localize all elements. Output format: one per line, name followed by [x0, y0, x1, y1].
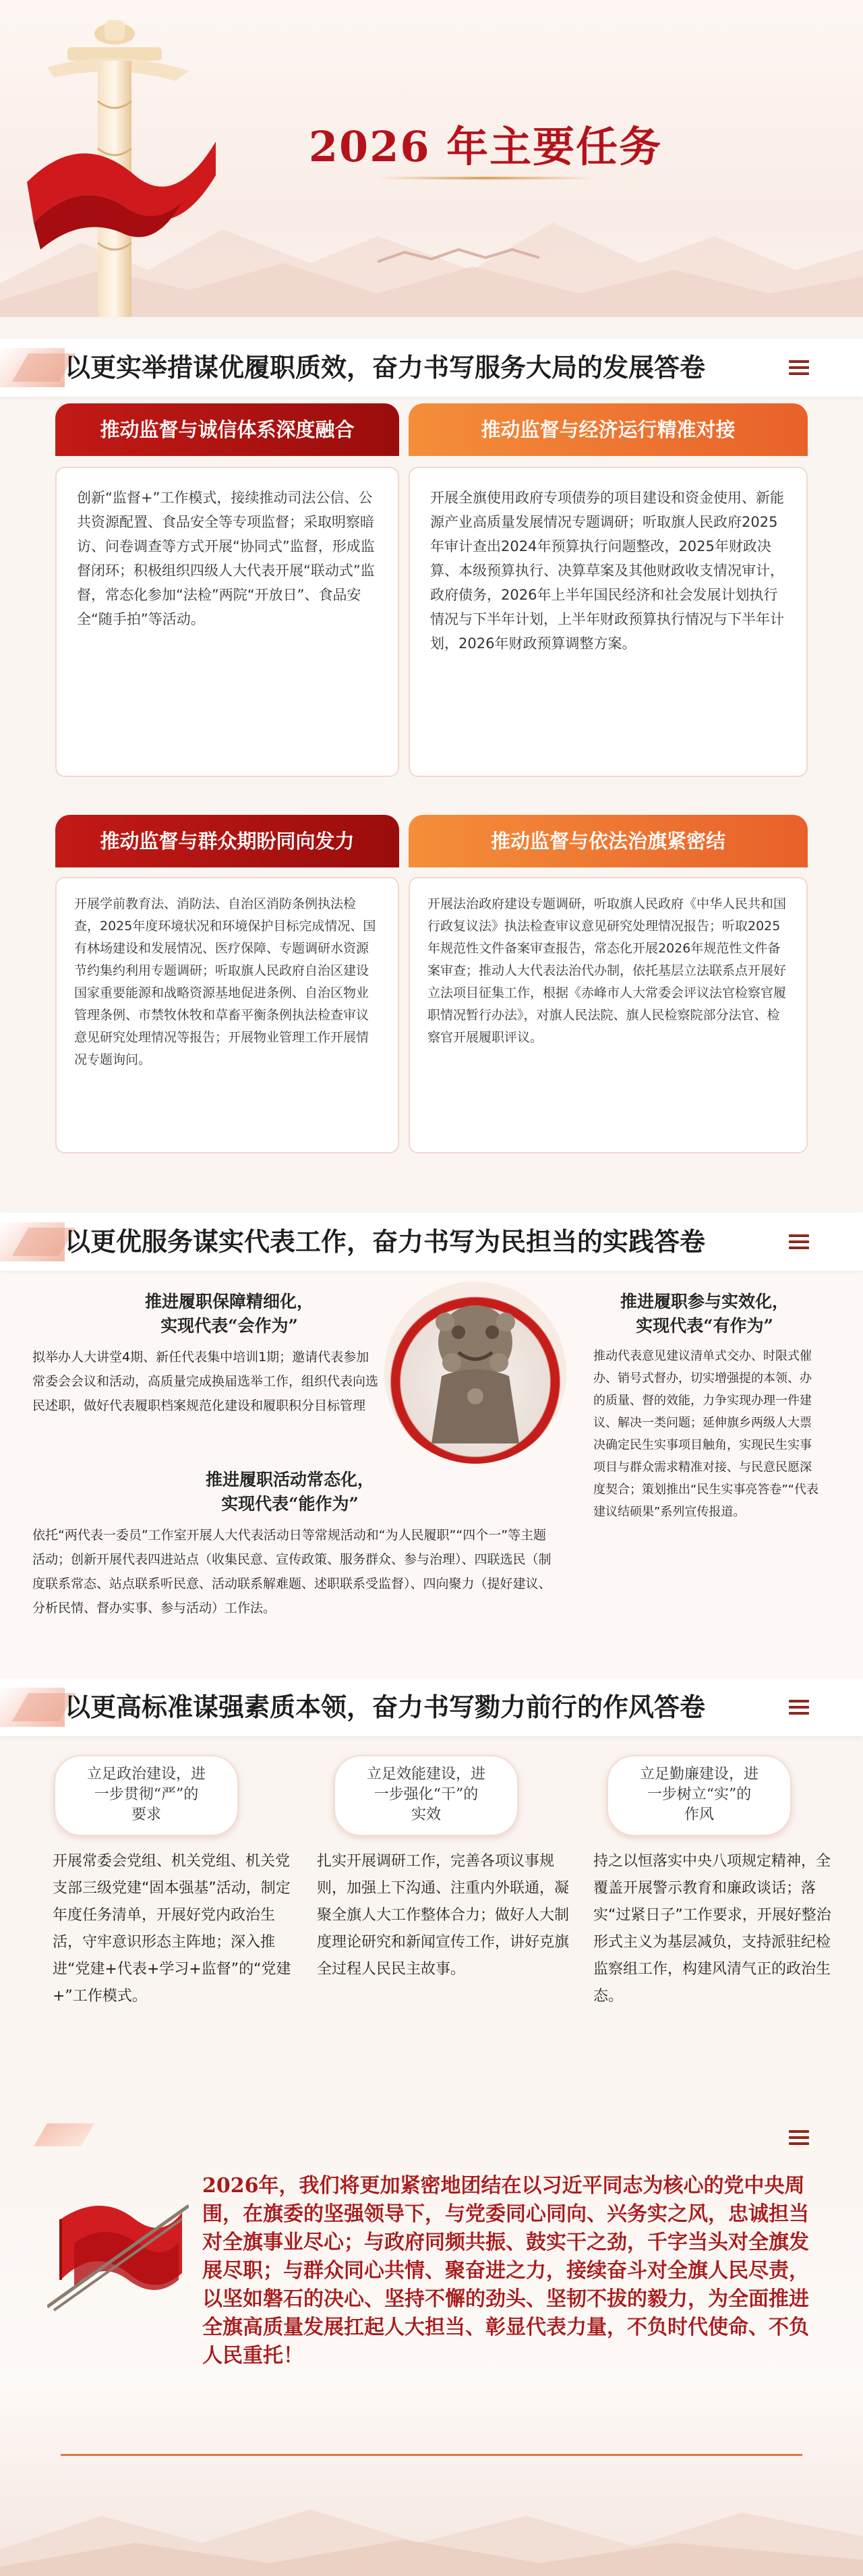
pill-line: 一步树立“实”的	[647, 1786, 752, 1803]
column-body: 持之以恒落实中央八项规定精神，全覆盖开展警示教育和廉政谈话；落实“过紧日子”工作要求，开展好整治形式主义为基层减负，支持派驻纪检监察组工作，构建风清气正的政治生态。	[593, 1853, 831, 2005]
principle-pill	[334, 1755, 518, 1836]
menu-icon[interactable]	[789, 360, 809, 375]
block-title-line: 推进履职活动常态化，	[205, 1470, 374, 1489]
pill-line: 立足政治建设，进	[86, 1766, 206, 1783]
stone-lion-icon	[405, 1295, 546, 1450]
block-body: 推动代表意见建议清单式交办、时限式催办、销号式督办，切实增强提的本领、办的质量、督的效能，力争实现办理一件建议、解决一类问题；延伸旗乡两级人大票决确定民生实事项目触角，实现民生实事项目与群众需求精准对接、与民意民愿深度契合；策划推出“民生实事亮答卷”“代表建议结硕果”系列宣传报道。	[593, 1349, 819, 1519]
pill-line: 实效	[411, 1806, 441, 1823]
column-body: 开展常委会党组、机关党组、机关党支部三级党建“固本强基”活动，制定年度任务清单，开展好党内政治生活，守牢意识形态主阵地；深入推进“党建+代表+学习+监督”的“党建+”工作模式。	[53, 1853, 291, 2005]
menu-icon[interactable]	[789, 1234, 809, 1249]
card-title: 推动监督与经济运行精准对接	[409, 403, 808, 456]
red-flag-icon	[47, 2179, 189, 2314]
great-wall-mountains-icon	[0, 2469, 863, 2576]
pill-line: 一步贯彻“严”的	[94, 1786, 199, 1803]
pill-line: 立足勤廉建设，进	[639, 1766, 758, 1783]
block-title-line: 实现代表“会作为”	[160, 1316, 298, 1336]
card-title: 推动监督与群众期盼同向发力	[55, 815, 399, 867]
section-title-1: 以更实举措谋优履职质效，奋力书写服务大局的发展答卷	[65, 353, 706, 382]
card-body: 开展学前教育法、消防法、自治区消防条例执法检查，2025年度环境状况和环境保护目标完成情况、国有林场建设和发展情况、医疗保障、专题调研水资源节约集约利用专题调研；听取旗人民政府自治区建设国家重要能源和战略资源基地促进条例、自治区物业管理条例、市禁牧休牧和草畜平衡条例执法检查审议意见研究处理情况等报告；开展物业管理工作开展情况专题询问。	[55, 877, 399, 1153]
principle-pill	[607, 1755, 792, 1836]
task-card	[409, 403, 808, 456]
menu-icon[interactable]	[789, 2130, 809, 2145]
block-title-line: 实现代表“能作为”	[221, 1494, 359, 1514]
principle-pill	[54, 1755, 239, 1836]
title-divider	[378, 177, 593, 179]
task-card	[55, 403, 399, 456]
column-body: 扎实开展调研工作，完善各项议事规则，加强上下沟通、注重内外联通，凝聚全旗人大工作整体合力；做好人大制度理论研究和新闻宣传工作，讲好克旗全过程人民民主故事。	[317, 1853, 570, 1978]
pill-line: 立足效能建设，进	[366, 1766, 485, 1783]
block-title-line: 推进履职参与实效化，	[620, 1292, 789, 1311]
block-body: 拟举办人大讲堂4期、新任代表集中培训1期；邀请代表参加常委会会议和活动，高质量完成换届选举工作，组织代表向选民述职，做好代表履职档案规范化建设和履职积分目标管理	[32, 1350, 379, 1413]
card-title: 推动监督与诚信体系深度融合	[55, 403, 399, 456]
block-title-line: 实现代表“有作为”	[636, 1316, 773, 1336]
card-title: 推动监督与依法治旗紧密结	[409, 815, 808, 867]
section-title-2: 以更优服务谋实代表工作，奋力书写为民担当的实践答卷	[65, 1227, 706, 1257]
task-card	[55, 815, 399, 867]
pill-line: 一步强化“干”的	[374, 1786, 479, 1803]
closing-statement: 2026年，我们将更加紧密地团结在以习近平同志为核心的党中央周围，在旗委的坚强领导下，与党委同心同向、兴务实之风，忠诚担当对全旗事业尽心；与政府同频共振、鼓实干之劲，千字当头对全旗发展尽职；与群众同心共情、聚奋进之力，接续奋斗对全旗人民尽责，以坚如磐石的决心、坚持不懈的劲头、坚韧不拔的毅力，为全面推进全旗高质量发展扛起人大担当、彰显代表力量，不负时代使命、不负人民重托！	[202, 2174, 809, 2368]
section-heading-3	[0, 1678, 863, 1736]
closing-divider	[61, 2454, 802, 2456]
section-title-3: 以更高标准谋强素质本领，奋力书写勠力前行的作风答卷	[65, 1692, 706, 1722]
card-body: 开展全旗使用政府专项债券的项目建设和资金使用、新能源产业高质量发展情况专题调研；听取旗人民政府2025年审计查出2024年预算执行问题整改，2025年财政决算、本级预算执行、决算草案及其他财政收支情况审计，政府债务，2026年上半年国民经济和社会发展计划执行情况与下半年计划，上半年财政预算执行情况与下半年计划，2026年财政预算调整方案。	[409, 467, 808, 777]
menu-icon[interactable]	[789, 1700, 809, 1715]
task-card	[409, 815, 808, 867]
card-body: 创新“监督+”工作模式，接续推动司法公信、公共资源配置、食品安全等专项监督；采取明察暗访、问卷调查等方式开展“协同式”监督，形成监督闭环；积极组织四级人大代表开展“联动式”监督，常态化参加“法检”两院“开放日”、食品安全“随手拍”等活动。	[55, 467, 399, 777]
pill-line: 要求	[131, 1806, 161, 1823]
page-title: 2026 年主要任务	[308, 122, 663, 171]
block-title	[142, 1468, 438, 1516]
block-title-line: 推进履职保障精细化，	[144, 1292, 314, 1311]
section-heading-1	[0, 339, 863, 397]
section-heading-2	[0, 1213, 863, 1271]
block-title	[81, 1290, 378, 1338]
block-title	[573, 1290, 836, 1338]
card-body: 开展法治政府建设专题调研，听取旗人民政府《中华人民共和国行政复议法》执法检查审议意见研究处理情况报告；听取2025年规范性文件备案审查报告，常态化开展2026年规范性文件备案审查；推动人大代表法治代办制，依托基层立法联系点开展好立法项目征集工作，根据《赤峰市人大常委会评议法官检察官履职情况暂行办法》，对旗人民法院、旗人民检察院部分法官、检察官开展履职评议。	[409, 877, 808, 1153]
pill-line: 作风	[684, 1806, 714, 1823]
block-body: 依托“两代表一委员”工作室开展人大代表活动日等常规活动和“为人民履职”“四个一”等主题活动；创新开展代表四进站点（收集民意、宣传政策、服务群众、参与治理）、四联选民（制度联系常态、站点联系听民意、活动联系解难题、述职联系受监督）、四向聚力（提好建议、分析民情、督办实事、参与活动）工作法。	[32, 1528, 552, 1615]
red-ribbon-icon	[20, 101, 222, 263]
